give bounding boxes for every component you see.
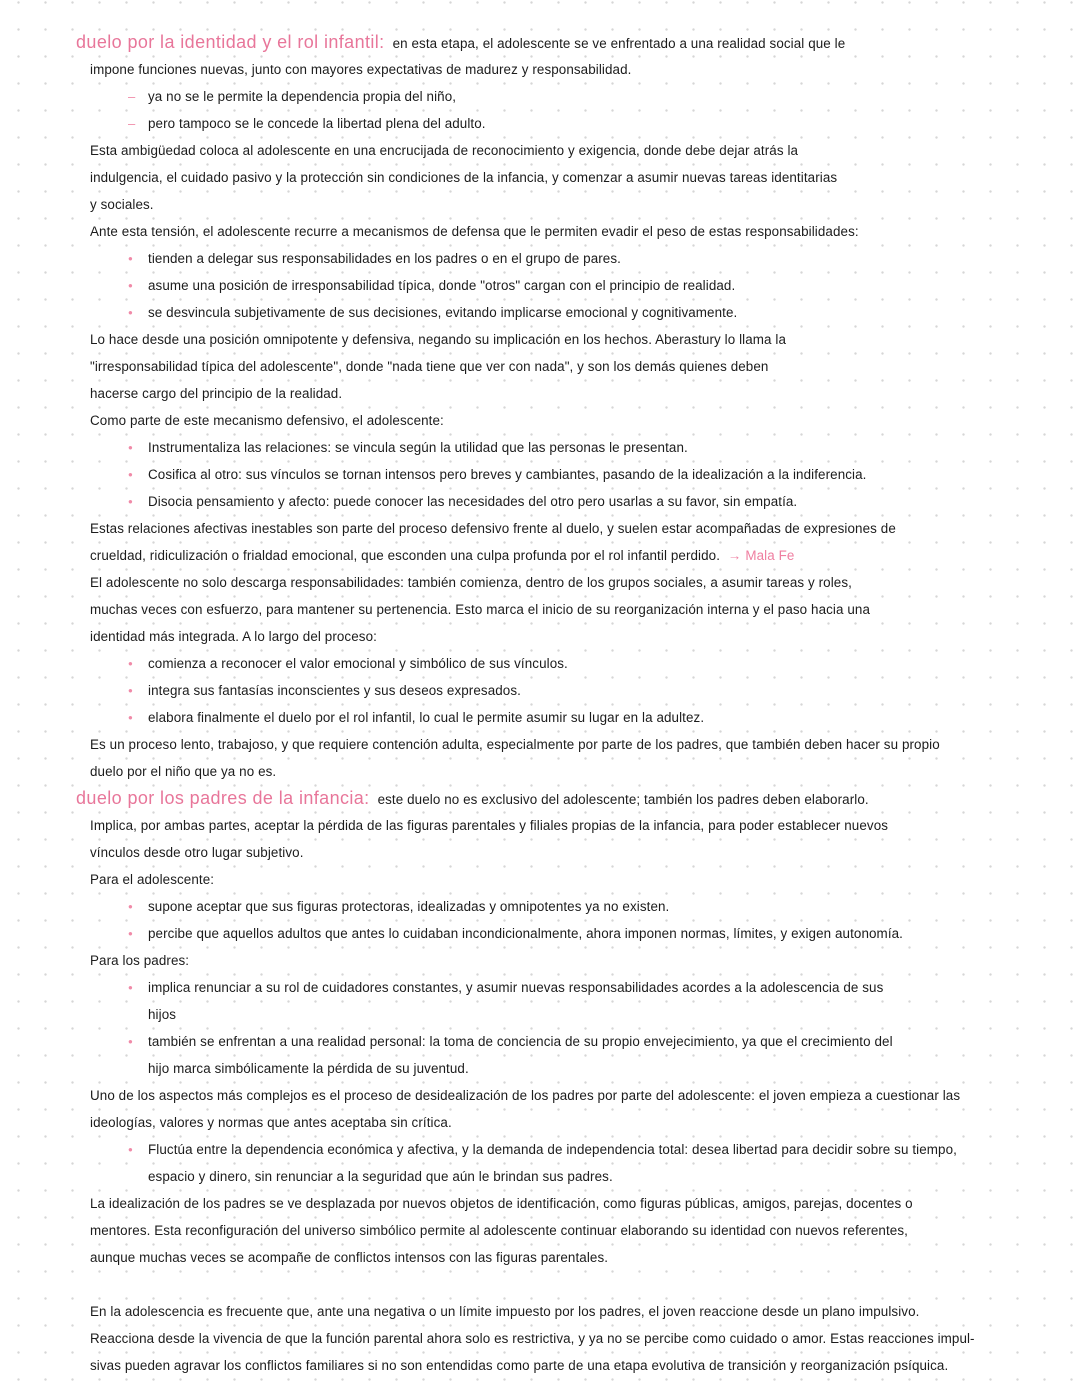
text-line xyxy=(0,542,1080,569)
line-text: El adolescente no solo descarga responsabilidades: también comienza, dentro de los grupos sociales, a asumir tareas y roles, xyxy=(90,575,852,590)
bullet-dot-icon: ● xyxy=(128,308,133,317)
line-text: ideologías, valores y normas que antes aceptaba sin crítica. xyxy=(90,1115,452,1130)
bullet-dot-icon: ● xyxy=(128,929,133,938)
line-text: integra sus fantasías inconscientes y sus deseos expresados. xyxy=(148,683,521,698)
bullet-item xyxy=(0,974,1080,1001)
line-text: impone funciones nuevas, junto con mayores expectativas de madurez y responsabilidad. xyxy=(90,62,632,77)
line-text: hijo marca simbólicamente la pérdida de su juventud. xyxy=(148,1061,469,1076)
line-text: Disocia pensamiento y afecto: puede conocer las necesidades del otro pero usarlas a su favor, sin empatía. xyxy=(148,494,798,509)
text-line xyxy=(0,1163,1080,1190)
bullet-item xyxy=(0,893,1080,920)
line-text: asume una posición de irresponsabilidad típica, donde "otros" cargan con el principio de realidad. xyxy=(148,278,736,293)
bullet-item xyxy=(0,245,1080,272)
line-text: Instrumentaliza las relaciones: se vincula según la utilidad que las personas le presentan. xyxy=(148,440,688,455)
text-line xyxy=(0,1082,1080,1109)
text-line xyxy=(0,1271,1080,1298)
section-heading: duelo por la identidad y el rol infantil: xyxy=(76,32,385,52)
line-text: este duelo no es exclusivo del adolescente; también los padres deben elaborarlo. xyxy=(377,792,869,807)
line-text: crueldad, ridiculización o frialdad emocional, que esconden una culpa profunda por el rol infantil perdido. xyxy=(90,548,721,563)
text-line xyxy=(0,380,1080,407)
line-text: Lo hace desde una posición omnipotente y defensiva, negando su implicación en los hechos. Aberastury lo llama la xyxy=(90,332,787,347)
line-text: elabora finalmente el duelo por el rol infantil, lo cual le permite asumir su lugar en la adultez. xyxy=(148,710,705,725)
bullet-item xyxy=(0,434,1080,461)
line-text: implica renunciar a su rol de cuidadores constantes, y asumir nuevas responsabilidades acordes a la adolescencia de sus xyxy=(148,980,884,995)
text-line xyxy=(0,353,1080,380)
margin-note: → Mala Fe xyxy=(728,548,795,563)
bullet-dot-icon: ● xyxy=(128,497,133,506)
text-line xyxy=(0,56,1080,83)
line-text: Uno de los aspectos más complejos es el proceso de desidealización de los padres por parte del adolescente: el joven empieza a cuestionar las xyxy=(90,1088,961,1103)
line-text: Cosifica al otro: sus vínculos se tornan intensos pero breves y cambiantes, pasando de la idealización a la indiferencia. xyxy=(148,467,867,482)
bullet-dot-icon: ● xyxy=(128,281,133,290)
text-line xyxy=(0,326,1080,353)
bullet-item xyxy=(0,1028,1080,1055)
text-line xyxy=(0,758,1080,785)
text-line xyxy=(0,1217,1080,1244)
line-text: en esta etapa, el adolescente se ve enfrentado a una realidad social que le xyxy=(392,36,846,51)
bullet-dot-icon: ● xyxy=(128,902,133,911)
section-heading-line xyxy=(0,29,1080,56)
line-text: Estas relaciones afectivas inestables son parte del proceso defensivo frente al duelo, y suelen estar acompañadas de expresiones de xyxy=(90,521,896,536)
line-text: La idealización de los padres se ve desplazada por nuevos objetos de identificación, como figuras públicas, amigos, parejas, docentes o xyxy=(90,1196,913,1211)
bullet-dot-icon: ● xyxy=(128,983,133,992)
text-line xyxy=(0,812,1080,839)
text-line xyxy=(0,407,1080,434)
bullet-dot-icon: ● xyxy=(128,1037,133,1046)
text-line xyxy=(0,1352,1080,1379)
line-text: Fluctúa entre la dependencia económica y afectiva, y la demanda de independencia total: desea libertad para decidir sobre su tiempo, xyxy=(148,1142,957,1157)
text-line xyxy=(0,569,1080,596)
line-text: percibe que aquellos adultos que antes lo cuidaban incondicionalmente, ahora imponen normas, límites, y exigen autonomía. xyxy=(148,926,904,941)
bullet-item xyxy=(0,461,1080,488)
text-line xyxy=(0,623,1080,650)
section-heading-line xyxy=(0,785,1080,812)
text-line xyxy=(0,1325,1080,1352)
line-text: Ante esta tensión, el adolescente recurre a mecanismos de defensa que le permiten evadir el peso de estas responsabilidades: xyxy=(90,224,859,239)
line-text: Para el adolescente: xyxy=(90,872,215,887)
line-text: Como parte de este mecanismo defensivo, el adolescente: xyxy=(90,413,444,428)
text-line xyxy=(0,1190,1080,1217)
bullet-dot-icon: ● xyxy=(128,443,133,452)
line-text: pero tampoco se le concede la libertad plena del adulto. xyxy=(148,116,486,131)
text-line xyxy=(0,1244,1080,1271)
line-text: "irresponsabilidad típica del adolescente", donde "nada tiene que ver con nada", y son los demás quienes deben xyxy=(90,359,769,374)
line-text: duelo por el niño que ya no es. xyxy=(90,764,277,779)
text-line xyxy=(0,866,1080,893)
line-text: sivas pueden agravar los conflictos familiares si no son entendidas como parte de una etapa evolutiva de transición y reorganización psíquica. xyxy=(90,1358,949,1373)
line-text: identidad más integrada. A lo largo del proceso: xyxy=(90,629,377,644)
bullet-item xyxy=(0,272,1080,299)
bullet-item xyxy=(0,704,1080,731)
bullet-item xyxy=(0,299,1080,326)
line-text: supone aceptar que sus figuras protectoras, idealizadas y omnipotentes ya no existen. xyxy=(148,899,670,914)
line-text: Para los padres: xyxy=(90,953,190,968)
text-line xyxy=(0,947,1080,974)
text-line xyxy=(0,1298,1080,1325)
line-text: hacerse cargo del principio de la realidad. xyxy=(90,386,343,401)
bullet-dot-icon: ● xyxy=(128,470,133,479)
text-line xyxy=(0,218,1080,245)
bullet-item xyxy=(0,920,1080,947)
line-text: ya no se le permite la dependencia propia del niño, xyxy=(148,89,457,104)
line-text: Es un proceso lento, trabajoso, y que requiere contención adulta, especialmente por parte de los padres, que también deben hacer su propio xyxy=(90,737,940,752)
line-text: se desvincula subjetivamente de sus decisiones, evitando implicarse emocional y cognitivamente. xyxy=(148,305,738,320)
line-text: Esta ambigüedad coloca al adolescente en una encrucijada de reconocimiento y exigencia, donde debe dejar atrás la xyxy=(90,143,799,158)
text-line xyxy=(0,839,1080,866)
text-line xyxy=(0,137,1080,164)
line-text: mentores. Esta reconfiguración del universo simbólico permite al adolescente continuar elaborando su identidad con nuevos referentes, xyxy=(90,1223,908,1238)
line-text: espacio y dinero, sin renunciar a la seguridad que aún le brindan sus padres. xyxy=(148,1169,613,1184)
line-text: tienden a delegar sus responsabilidades en los padres o en el grupo de pares. xyxy=(148,251,621,266)
bullet-item xyxy=(0,650,1080,677)
dash-icon: – xyxy=(128,116,136,131)
bullet-dot-icon: ● xyxy=(128,659,133,668)
bullet-dot-icon: ● xyxy=(128,254,133,263)
bullet-item xyxy=(0,677,1080,704)
line-text: Reacciona desde la vivencia de que la función parental ahora solo es restrictiva, y ya no se percibe como cuidado o amor. Estas reacciones impul- xyxy=(90,1331,975,1346)
line-text: comienza a reconocer el valor emocional y simbólico de sus vínculos. xyxy=(148,656,568,671)
text-line xyxy=(0,1001,1080,1028)
bullet-item xyxy=(0,488,1080,515)
bullet-item xyxy=(0,1136,1080,1163)
dash-icon: – xyxy=(128,89,136,104)
dash-item xyxy=(0,83,1080,110)
line-text: Implica, por ambas partes, aceptar la pérdida de las figuras parentales y filiales propias de la infancia, para poder establecer nuevos xyxy=(90,818,889,833)
bullet-dot-icon: ● xyxy=(128,686,133,695)
text-line xyxy=(0,596,1080,623)
line-text: muchas veces con esfuerzo, para mantener su pertenencia. Esto marca el inicio de su reorganización interna y el paso hacia una xyxy=(90,602,871,617)
bullet-dot-icon: ● xyxy=(128,713,133,722)
line-text: y sociales. xyxy=(90,197,154,212)
line-text: En la adolescencia es frecuente que, ante una negativa o un límite impuesto por los padres, el joven reaccione desde un plano impulsivo. xyxy=(90,1304,920,1319)
text-line xyxy=(0,1055,1080,1082)
text-line xyxy=(0,1109,1080,1136)
line-text: también se enfrentan a una realidad personal: la toma de conciencia de su propio envejecimiento, ya que el crecimiento del xyxy=(148,1034,893,1049)
line-text: vínculos desde otro lugar subjetivo. xyxy=(90,845,304,860)
text-line xyxy=(0,164,1080,191)
handwritten-notes-page xyxy=(0,29,1080,1379)
line-text: indulgencia, el cuidado pasivo y la protección sin condiciones de la infancia, y comenzar a asumir nuevas tareas identitarias xyxy=(90,170,838,185)
line-text: hijos xyxy=(148,1007,177,1022)
dash-item xyxy=(0,110,1080,137)
line-text: aunque muchas veces se acompañe de conflictos intensos con las figuras parentales. xyxy=(90,1250,609,1265)
text-line xyxy=(0,731,1080,758)
text-line xyxy=(0,515,1080,542)
section-heading: duelo por los padres de la infancia: xyxy=(76,788,370,808)
bullet-dot-icon: ● xyxy=(128,1145,133,1154)
text-line xyxy=(0,191,1080,218)
